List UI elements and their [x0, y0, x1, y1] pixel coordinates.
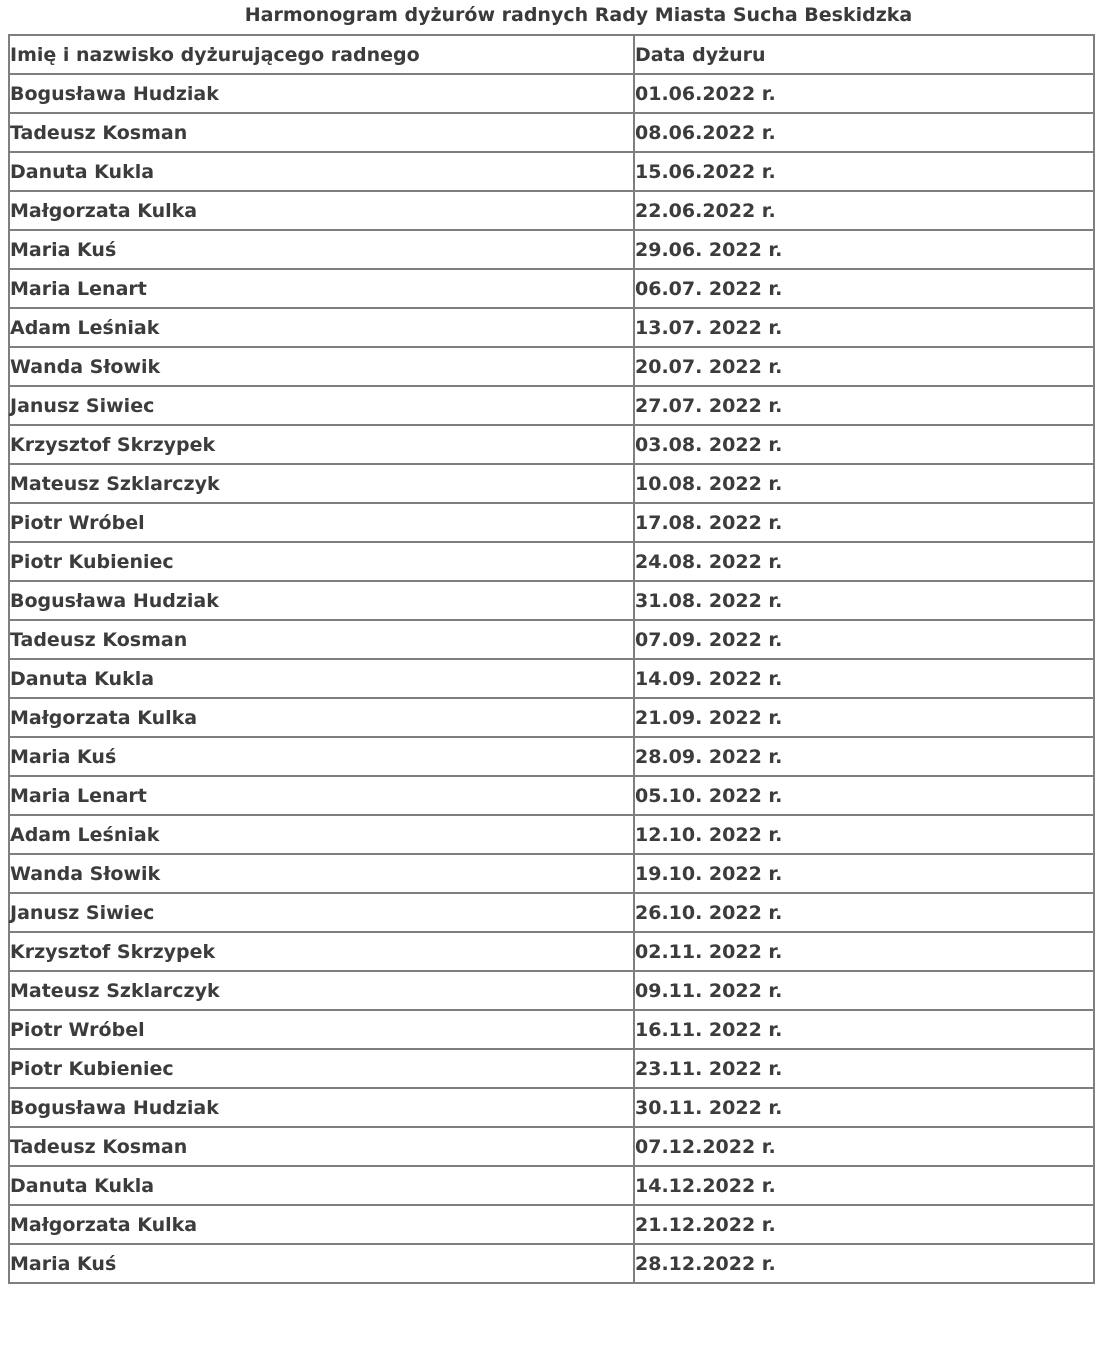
duty-date-cell: 12.10. 2022 r.	[634, 815, 1094, 854]
table-row	[9, 581, 1094, 620]
councillor-name-cell: Bogusława Hudziak	[9, 1088, 634, 1127]
duty-date-cell: 13.07. 2022 r.	[634, 308, 1094, 347]
duty-date-cell: 09.11. 2022 r.	[634, 971, 1094, 1010]
table-row	[9, 776, 1094, 815]
councillor-name-cell: Danuta Kukla	[9, 1166, 634, 1205]
duty-date-cell: 19.10. 2022 r.	[634, 854, 1094, 893]
councillor-name-cell: Tadeusz Kosman	[9, 620, 634, 659]
table-row	[9, 815, 1094, 854]
table-row	[9, 425, 1094, 464]
table-row	[9, 1166, 1094, 1205]
duty-date-cell: 01.06.2022 r.	[634, 74, 1094, 113]
duty-date-cell: 07.09. 2022 r.	[634, 620, 1094, 659]
column-header-name: Imię i nazwisko dyżurującego radnego	[9, 35, 634, 74]
duty-date-cell: 24.08. 2022 r.	[634, 542, 1094, 581]
councillor-name-cell: Wanda Słowik	[9, 347, 634, 386]
table-row	[9, 542, 1094, 581]
duty-date-cell: 27.07. 2022 r.	[634, 386, 1094, 425]
councillor-name-cell: Janusz Siwiec	[9, 893, 634, 932]
councillor-name-cell: Maria Lenart	[9, 269, 634, 308]
duty-date-cell: 14.09. 2022 r.	[634, 659, 1094, 698]
duty-date-cell: 03.08. 2022 r.	[634, 425, 1094, 464]
councillor-name-cell: Maria Kuś	[9, 1244, 634, 1283]
councillor-name-cell: Adam Leśniak	[9, 815, 634, 854]
councillor-name-cell: Tadeusz Kosman	[9, 113, 634, 152]
duty-date-cell: 17.08. 2022 r.	[634, 503, 1094, 542]
duty-date-cell: 28.12.2022 r.	[634, 1244, 1094, 1283]
duty-date-cell: 30.11. 2022 r.	[634, 1088, 1094, 1127]
duty-date-cell: 28.09. 2022 r.	[634, 737, 1094, 776]
councillor-name-cell: Danuta Kukla	[9, 152, 634, 191]
duty-schedule-table	[8, 34, 1095, 1284]
councillor-name-cell: Małgorzata Kulka	[9, 1205, 634, 1244]
table-body	[9, 74, 1094, 1283]
table-row	[9, 386, 1094, 425]
councillor-name-cell: Małgorzata Kulka	[9, 191, 634, 230]
councillor-name-cell: Krzysztof Skrzypek	[9, 425, 634, 464]
councillor-name-cell: Danuta Kukla	[9, 659, 634, 698]
table-row	[9, 503, 1094, 542]
duty-date-cell: 21.12.2022 r.	[634, 1205, 1094, 1244]
table-row	[9, 1010, 1094, 1049]
duty-date-cell: 14.12.2022 r.	[634, 1166, 1094, 1205]
table-row	[9, 269, 1094, 308]
duty-date-cell: 21.09. 2022 r.	[634, 698, 1094, 737]
duty-date-cell: 31.08. 2022 r.	[634, 581, 1094, 620]
table-row	[9, 1088, 1094, 1127]
councillor-name-cell: Maria Kuś	[9, 230, 634, 269]
councillor-name-cell: Janusz Siwiec	[9, 386, 634, 425]
table-row	[9, 893, 1094, 932]
table-row	[9, 1127, 1094, 1166]
duty-date-cell: 02.11. 2022 r.	[634, 932, 1094, 971]
table-row	[9, 854, 1094, 893]
duty-date-cell: 20.07. 2022 r.	[634, 347, 1094, 386]
column-header-date: Data dyżuru	[634, 35, 1094, 74]
duty-date-cell: 07.12.2022 r.	[634, 1127, 1094, 1166]
councillor-name-cell: Piotr Kubieniec	[9, 542, 634, 581]
councillor-name-cell: Krzysztof Skrzypek	[9, 932, 634, 971]
duty-date-cell: 23.11. 2022 r.	[634, 1049, 1094, 1088]
duty-date-cell: 26.10. 2022 r.	[634, 893, 1094, 932]
table-row	[9, 464, 1094, 503]
table-row	[9, 113, 1094, 152]
duty-date-cell: 15.06.2022 r.	[634, 152, 1094, 191]
duty-date-cell: 05.10. 2022 r.	[634, 776, 1094, 815]
duty-date-cell: 08.06.2022 r.	[634, 113, 1094, 152]
duty-date-cell: 06.07. 2022 r.	[634, 269, 1094, 308]
table-row	[9, 1244, 1094, 1283]
duty-date-cell: 22.06.2022 r.	[634, 191, 1094, 230]
table-row	[9, 308, 1094, 347]
councillor-name-cell: Maria Kuś	[9, 737, 634, 776]
councillor-name-cell: Piotr Wróbel	[9, 503, 634, 542]
page-title: Harmonogram dyżurów radnych Rady Miasta Sucha Beskidzka	[244, 4, 913, 26]
councillor-name-cell: Bogusława Hudziak	[9, 581, 634, 620]
table-header-row	[9, 35, 1094, 74]
councillor-name-cell: Tadeusz Kosman	[9, 1127, 634, 1166]
table-row	[9, 347, 1094, 386]
councillor-name-cell: Piotr Kubieniec	[9, 1049, 634, 1088]
duty-date-cell: 16.11. 2022 r.	[634, 1010, 1094, 1049]
councillor-name-cell: Piotr Wróbel	[9, 1010, 634, 1049]
table-row	[9, 230, 1094, 269]
councillor-name-cell: Wanda Słowik	[9, 854, 634, 893]
table-row	[9, 620, 1094, 659]
table-row	[9, 659, 1094, 698]
duty-date-cell: 10.08. 2022 r.	[634, 464, 1094, 503]
councillor-name-cell: Bogusława Hudziak	[9, 74, 634, 113]
table-row	[9, 191, 1094, 230]
duty-date-cell: 29.06. 2022 r.	[634, 230, 1094, 269]
table-row	[9, 152, 1094, 191]
table-row	[9, 971, 1094, 1010]
table-row	[9, 737, 1094, 776]
table-row	[9, 74, 1094, 113]
table-row	[9, 1205, 1094, 1244]
table-row	[9, 932, 1094, 971]
table-row	[9, 1049, 1094, 1088]
councillor-name-cell: Małgorzata Kulka	[9, 698, 634, 737]
councillor-name-cell: Adam Leśniak	[9, 308, 634, 347]
table-row	[9, 698, 1094, 737]
councillor-name-cell: Mateusz Szklarczyk	[9, 971, 634, 1010]
councillor-name-cell: Mateusz Szklarczyk	[9, 464, 634, 503]
councillor-name-cell: Maria Lenart	[9, 776, 634, 815]
